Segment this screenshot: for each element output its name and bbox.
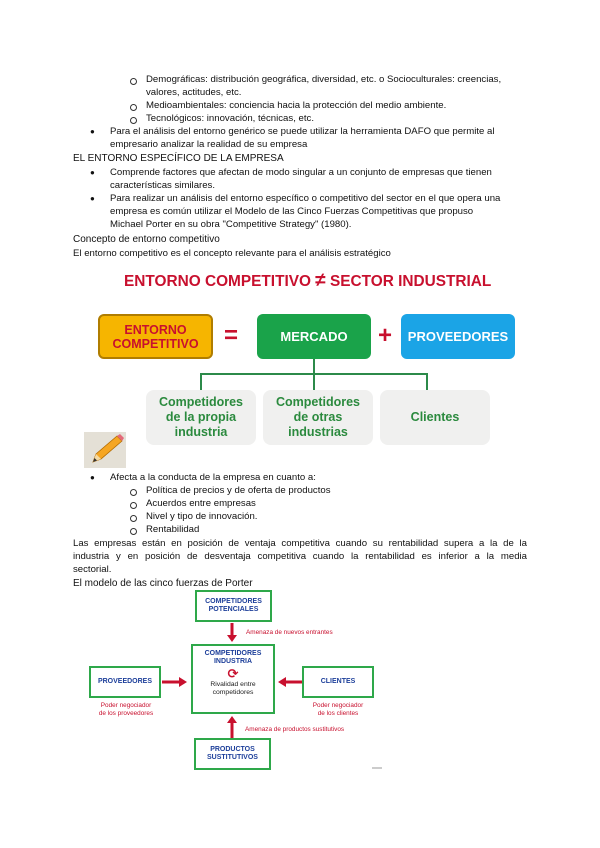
clientes-box: Clientes — [380, 390, 490, 445]
otras-line2: de otras — [293, 410, 343, 424]
poder-prov-line2: de los proveedores — [98, 709, 154, 717]
rivalidad-line2: competidores — [212, 689, 254, 696]
propia-line2: de la propia — [165, 410, 237, 424]
ventaja-paragraph-line3: sectorial. — [73, 564, 112, 575]
bullet: ● — [90, 194, 95, 203]
bullet: ● — [90, 168, 95, 177]
list-item-demograficas-cont: valores, actitudes, etc. — [146, 87, 242, 98]
list-item-analisis-cont2: Michael Porter en su obra "Competitive Strategy" (1980). — [110, 219, 352, 230]
list-item-comprende: Comprende factores que afectan de modo singular a un conjunto de empresas que tienen — [110, 167, 492, 178]
list-item-demograficas: Demográficas: distribución geográfica, diversidad, etc. o Socioculturales: creencias, — [146, 74, 502, 85]
proveedores-box: PROVEEDORES — [401, 314, 515, 359]
arrow-right-head — [278, 677, 286, 687]
industria-line1: COMPETIDORES — [204, 650, 262, 657]
poder-proveedores-label — [86, 702, 166, 717]
otras-line1: Competidores — [275, 395, 361, 409]
productos-sustitutivos-box — [194, 738, 271, 770]
cycle-icon: ⟳ — [227, 666, 239, 681]
list-item-analisis: Para realizar un análisis del entorno específico o competitivo del sector en el que opera una — [110, 193, 501, 204]
list-item-tecnologicos: Tecnológicos: innovación, técnicas, etc. — [146, 113, 314, 124]
arrow-top-head — [227, 635, 237, 642]
arrow-left-head — [179, 677, 187, 687]
heading-concepto: Concepto de entorno competitivo — [73, 234, 220, 245]
amenaza-sustitutivos-label: Amenaza de productos sustitutivos — [245, 726, 345, 733]
propia-line3: industria — [174, 425, 228, 439]
ventaja-paragraph-line1: Las empresas están en posición de ventaja competitiva cuando su rentabilidad supera a la de la — [73, 538, 527, 549]
list-item-comprende-cont: características similares. — [110, 180, 216, 191]
mercado-box: MERCADO — [257, 314, 371, 359]
rivalidad-line1: Rivalidad entre — [210, 681, 256, 688]
afecta-item: Acuerdos entre empresas — [146, 498, 256, 509]
poder-prov-line1: Poder negociador — [100, 702, 152, 709]
afecta-item: Rentabilidad — [146, 524, 200, 535]
title-right: SECTOR INDUSTRIAL — [329, 273, 492, 290]
equals-sign: = — [224, 322, 239, 349]
sustitutivos-line1: PRODUCTOS — [210, 746, 255, 753]
not-equal-sign: ≠ — [315, 270, 326, 291]
clientes-box: CLIENTES — [302, 666, 374, 698]
arrow-bottom-head — [227, 716, 237, 723]
propia-line1: Competidores — [158, 395, 244, 409]
poder-cli-line2: de los clientes — [317, 709, 359, 717]
industria-line2: INDUSTRIA — [213, 658, 253, 665]
bullet: ● — [90, 127, 95, 136]
poder-clientes-label — [298, 702, 378, 717]
entorno-line1: ENTORNO — [124, 322, 187, 337]
potenciales-line2: POTENCIALES — [208, 606, 259, 613]
poder-cli-line1: Poder negociador — [312, 702, 364, 709]
heading-porter: El modelo de las cinco fuerzas de Porter — [73, 578, 253, 589]
ventaja-paragraph-line2: industria y en posición de desventaja competitiva cuando la rentabilidad es inferior a la media — [73, 551, 527, 562]
concepto-text: El entorno competitivo es el concepto relevante para el análisis estratégico — [73, 248, 391, 259]
sustitutivos-line2: SUSTITUTIVOS — [207, 754, 258, 761]
competidores-industria-box — [191, 644, 275, 714]
amenaza-entrantes-label: Amenaza de nuevos entrantes — [246, 629, 333, 636]
plus-sign: + — [378, 322, 393, 349]
heading-entorno-especifico: EL ENTORNO ESPECÍFICO DE LA EMPRESA — [73, 153, 284, 164]
list-item-analisis-cont: empresa es común utilizar el Modelo de las Cinco Fuerzas Competitivas que propuso — [110, 206, 474, 217]
otras-line3: industrias — [288, 425, 348, 439]
entorno-line2: COMPETITIVO — [112, 336, 199, 351]
afecta-item: Nivel y tipo de innovación. — [146, 511, 258, 522]
proveedores-box: PROVEEDORES — [89, 666, 161, 698]
afecta-intro: Afecta a la conducta de la empresa en cuanto a: — [110, 472, 316, 483]
title-left: ENTORNO COMPETITIVO — [124, 273, 311, 290]
bullet: ● — [90, 473, 95, 482]
list-item-dafo-cont: empresario analizar la realidad de su empresa — [110, 139, 308, 150]
afecta-item: Política de precios y de oferta de productos — [146, 485, 331, 496]
potenciales-line1: COMPETIDORES — [205, 598, 262, 605]
list-item-medioambientales: Medioambientales: conciencia hacia la protección del medio ambiente. — [146, 100, 447, 111]
list-item-dafo: Para el análisis del entorno genérico se puede utilizar la herramienta DAFO que permite al — [110, 126, 495, 137]
